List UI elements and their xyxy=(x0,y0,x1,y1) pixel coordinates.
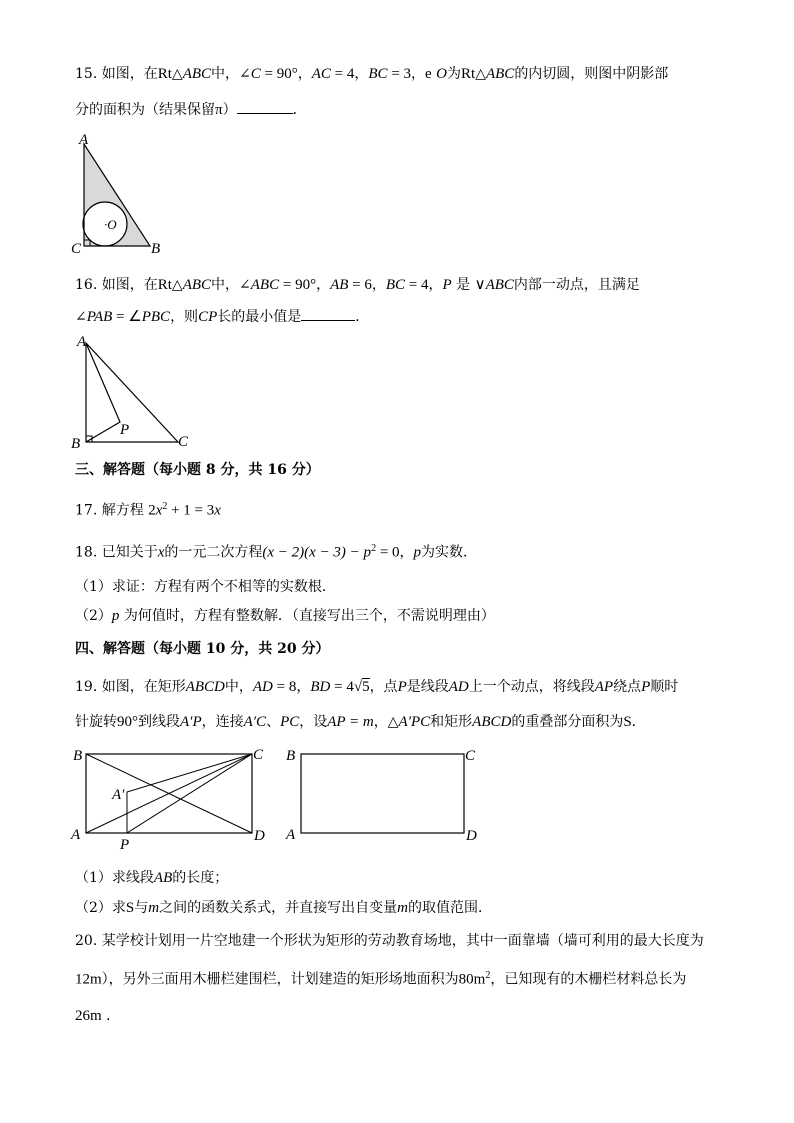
q20-line1: 20. 某学校计划用一片空地建一个形状为矩形的劳动教育场地，其中一面靠墙（墙可利用的最大长度为 xyxy=(75,933,704,949)
label-A: A xyxy=(286,827,296,843)
label-D: D xyxy=(254,828,265,844)
triangle-ApPC xyxy=(127,754,252,833)
answer-blank[interactable] xyxy=(301,306,355,321)
q16-figure xyxy=(68,332,198,452)
q19-sub2: （2）求S与m之间的函数关系式，并直接写出自变量m的取值范围． xyxy=(75,900,492,916)
label-Aprime: A′ xyxy=(112,787,125,803)
q18: 18. 已知关于x的一元二次方程$(x - 2)(x - 3) - p^2 = 0$，p为实数． xyxy=(75,543,478,561)
label-B: B xyxy=(286,748,296,764)
q19-line2: 针旋转90°到线段A′P，连接A′C、PC，设AP = m，△A′PC和矩形ABCD的重叠部分面积为S． xyxy=(75,714,646,730)
label-B: B xyxy=(73,748,83,764)
label-D: D xyxy=(466,828,477,844)
q16-line1: 16. 如图，在Rt△ABC中，∠ABC = 90°，AB = 6，BC = 4，P 是 ∨ABC内部一动点，且满足 xyxy=(75,277,640,293)
label-A: A xyxy=(71,827,81,843)
label-O: ·O xyxy=(104,217,117,232)
q19-figure-1 xyxy=(68,742,274,852)
q19-line1: 19. 如图，在矩形ABCD中，AD = 8，BD = 4√5，点P是线段AD上一个动点，将线段AP绕点P顺时 xyxy=(75,679,679,695)
rectangle-ABCD-2 xyxy=(301,754,464,833)
q20-line2: 12m），另外三面用木栅栏建围栏，计划建造的矩形场地面积为$80m^2$，已知现有的木栅栏材料总长为 xyxy=(75,970,687,988)
q17: 17. 解方程 $2x^2 + 1 = 3x$ xyxy=(75,501,221,519)
diagonals xyxy=(86,754,252,833)
section-4-heading: 四、解答题（每小题 10 分，共 20 分） xyxy=(75,641,330,657)
q18-sub2: （2）p 为何值时，方程有整数解．（直接写出三个，不需说明理由） xyxy=(75,608,495,624)
q19-figure-2 xyxy=(283,742,493,852)
section-3-heading: 三、解答题（每小题 8 分，共 16 分） xyxy=(75,462,320,478)
q15-figure xyxy=(68,132,178,256)
triangle-ABC xyxy=(86,343,178,442)
label-P: P xyxy=(120,837,130,852)
label-C: C xyxy=(71,241,82,256)
answer-blank[interactable] xyxy=(237,99,293,114)
lines-AP-BP xyxy=(86,343,120,442)
label-C: C xyxy=(465,748,476,764)
q18-sub1: （1）求证：方程有两个不相等的实数根． xyxy=(75,579,336,595)
label-A: A xyxy=(77,334,87,350)
q19-sub1: （1）求线段AB的长度； xyxy=(75,870,229,886)
label-A: A xyxy=(79,132,89,148)
q15-line2: 分的面积为（结果保留π） ． xyxy=(75,99,307,120)
q16-line2: ∠PAB = ∠PBC，则CP长的最小值是 ． xyxy=(75,306,369,327)
q15-line1: 15. 如图，在Rt△ABC中，∠C = 90°，AC = 4，BC = 3，e O为Rt△ABC的内切圆，则图中阴影部 xyxy=(75,66,669,82)
label-C: C xyxy=(178,434,189,450)
label-C: C xyxy=(253,747,264,763)
q20-line3: 26m ． xyxy=(75,1008,121,1024)
label-P: P xyxy=(120,422,130,438)
label-B: B xyxy=(71,436,81,452)
label-B: B xyxy=(151,241,161,256)
